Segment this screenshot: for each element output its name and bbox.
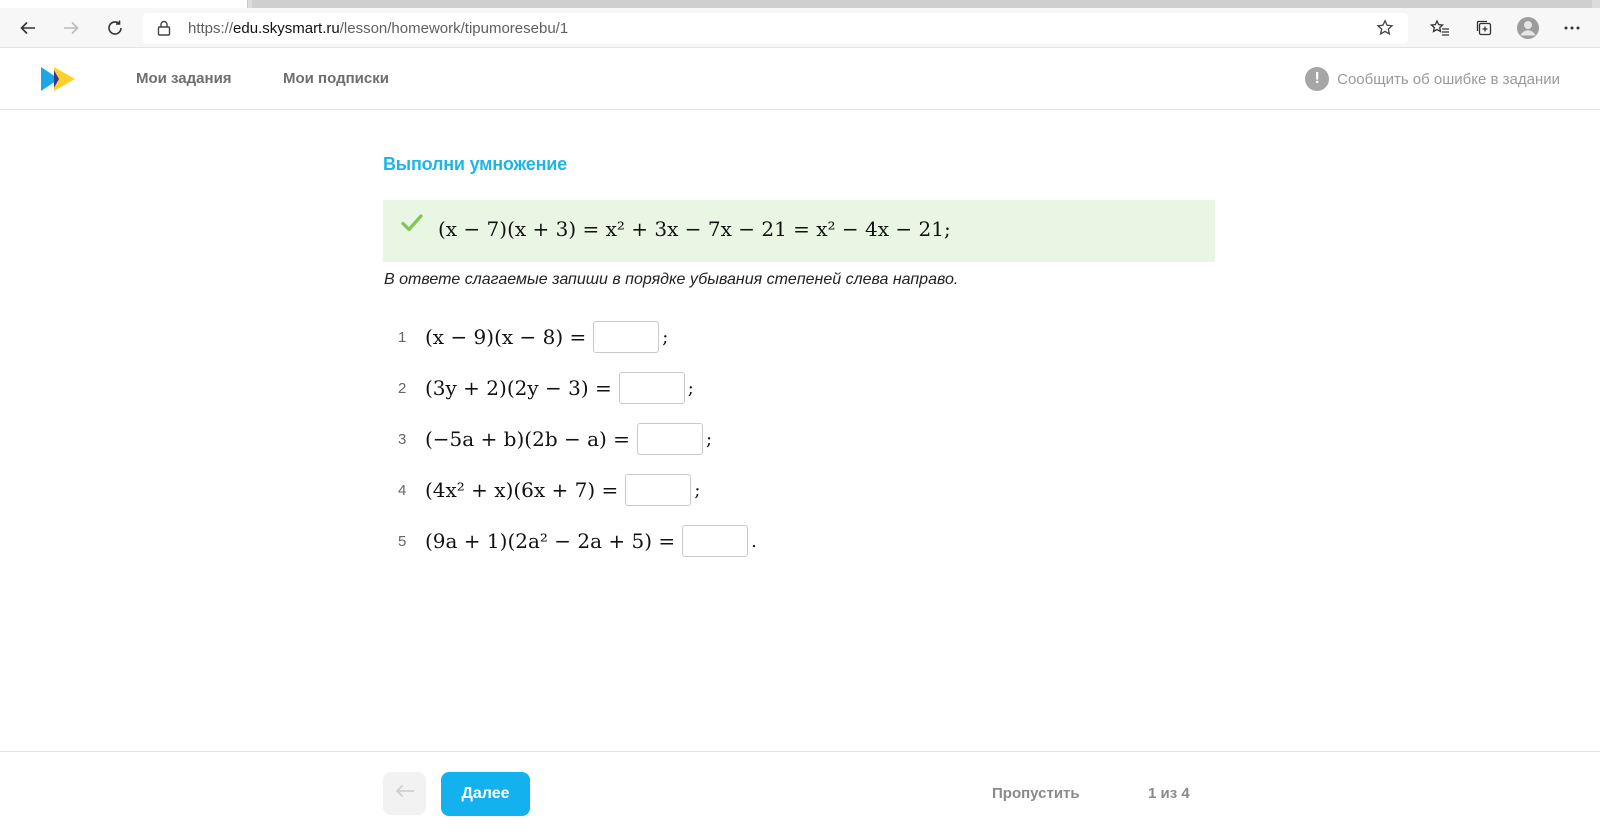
url-text: https://edu.skysmart.ru/lesson/homework/tipumoresebu/1 xyxy=(188,20,569,37)
example-box xyxy=(383,200,1215,262)
problem-4 xyxy=(398,473,700,507)
task-hint: В ответе слагаемые запиши в порядке убывания степеней слева направо. xyxy=(384,271,959,288)
forward-icon[interactable] xyxy=(56,13,86,43)
tab-strip xyxy=(0,0,1600,8)
problem-2 xyxy=(398,371,694,405)
problem-number: 5 xyxy=(398,532,407,550)
problem-5 xyxy=(398,524,757,558)
answer-input-1[interactable] xyxy=(593,321,659,353)
collections-icon[interactable] xyxy=(1469,13,1499,43)
favorites-icon[interactable] xyxy=(1425,13,1455,43)
problem-end: ; xyxy=(705,428,713,450)
check-icon xyxy=(401,214,423,237)
arrow-left-icon xyxy=(395,784,415,803)
lock-icon[interactable] xyxy=(157,20,171,41)
footer-divider xyxy=(0,751,1600,752)
problem-end: . xyxy=(751,530,757,552)
problem-3 xyxy=(398,422,712,456)
nav-my-tasks[interactable]: Мои задания xyxy=(136,70,232,87)
star-icon[interactable] xyxy=(1376,19,1394,42)
problem-number: 1 xyxy=(398,328,407,346)
example-formula: (x − 7)(x + 3) = x² + 3x − 7x − 21 = x² − 4x − 21; xyxy=(438,217,951,241)
problem-expression: (x − 9)(x − 8) = xyxy=(425,325,587,349)
problem-end: ; xyxy=(662,326,669,348)
problem-end: ; xyxy=(687,377,694,399)
report-error-link[interactable] xyxy=(1305,67,1560,91)
problem-expression: (4x² + x)(6x + 7) = xyxy=(425,478,619,502)
browser-toolbar xyxy=(0,8,1600,48)
problem-end: ; xyxy=(694,479,701,501)
profile-icon[interactable] xyxy=(1513,13,1543,43)
reload-icon[interactable] xyxy=(100,13,130,43)
inactive-tab[interactable] xyxy=(252,0,1592,8)
problem-expression: (3y + 2)(2y − 3) = xyxy=(425,376,612,400)
problem-1 xyxy=(398,320,668,354)
problem-number: 3 xyxy=(398,430,407,448)
answer-input-5[interactable] xyxy=(682,525,748,557)
logo-icon[interactable] xyxy=(41,67,75,91)
task-counter: 1 из 4 xyxy=(1148,785,1190,802)
problem-expression: (9a + 1)(2a² − 2a + 5) = xyxy=(425,529,676,553)
nav-my-subscriptions[interactable]: Мои подписки xyxy=(283,70,389,87)
answer-input-2[interactable] xyxy=(619,372,685,404)
skip-button[interactable]: Пропустить xyxy=(992,785,1080,802)
more-icon[interactable] xyxy=(1557,13,1587,43)
problem-number: 2 xyxy=(398,379,407,397)
site-header xyxy=(0,48,1600,110)
back-icon[interactable] xyxy=(13,13,43,43)
answer-input-4[interactable] xyxy=(625,474,691,506)
task-title: Выполни умножение xyxy=(383,154,567,174)
report-error-label: Сообщить об ошибке в задании xyxy=(1337,70,1560,88)
answer-input-3[interactable] xyxy=(637,423,703,455)
exclamation-icon: ! xyxy=(1305,67,1329,91)
active-tab[interactable] xyxy=(0,0,248,8)
address-bar[interactable] xyxy=(143,13,1408,44)
next-button[interactable]: Далее xyxy=(441,772,530,816)
problem-number: 4 xyxy=(398,481,407,499)
previous-button[interactable] xyxy=(383,772,426,815)
problem-expression: (−5a + b)(2b − a) = xyxy=(425,427,630,451)
